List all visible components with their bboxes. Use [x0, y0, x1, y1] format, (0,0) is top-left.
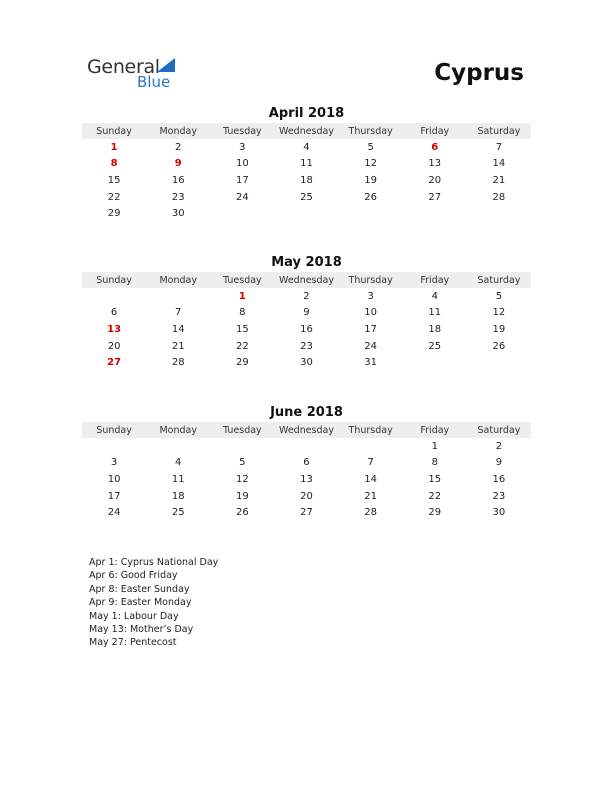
- day-cell: 25: [300, 191, 313, 203]
- month-calendar-may: [82, 255, 531, 371]
- day-cell: 18: [428, 323, 442, 335]
- logo-word-blue: Blue: [137, 73, 171, 91]
- day-cell: 27: [300, 507, 313, 519]
- day-cell: 11: [300, 158, 313, 170]
- weekday-header: Thursday: [339, 272, 403, 288]
- day-cell: 29: [107, 208, 121, 220]
- day-cell: 23: [171, 191, 185, 203]
- month-title: May 2018: [271, 255, 342, 270]
- empty-day-cell: [339, 438, 403, 455]
- day-cell: 23: [492, 490, 506, 502]
- day-cell: 17: [364, 323, 377, 335]
- day-cell: 3: [110, 457, 118, 469]
- day-cell: 10: [235, 158, 249, 170]
- weekday-header: Saturday: [467, 272, 531, 288]
- month-calendar-june: [82, 405, 531, 521]
- holiday-list-item: Apr 9: Easter Monday: [89, 597, 192, 609]
- country-title: Cyprus: [434, 60, 524, 86]
- empty-day-cell: [339, 205, 403, 222]
- day-cell: 21: [171, 340, 185, 352]
- day-cell: 26: [364, 191, 377, 203]
- day-cell: 22: [428, 490, 442, 502]
- day-cell: 12: [235, 473, 249, 485]
- weekday-header: Wednesday: [274, 422, 338, 438]
- day-cell: 18: [171, 490, 185, 502]
- day-cell: 30: [300, 357, 313, 369]
- day-cell: 21: [364, 490, 377, 502]
- day-cell: 5: [239, 457, 246, 469]
- day-cell: 16: [492, 473, 506, 485]
- month-title: April 2018: [268, 106, 345, 121]
- empty-day-cell: [403, 205, 467, 222]
- day-cell: 29: [235, 357, 249, 369]
- holiday-day-cell: 1: [238, 290, 246, 302]
- day-cell: 2: [175, 141, 182, 153]
- day-cell: 20: [107, 340, 121, 352]
- holiday-list-item: May 27: Pentecost: [89, 637, 177, 649]
- weekday-header: Thursday: [339, 422, 403, 438]
- day-cell: 21: [492, 174, 506, 186]
- day-cell: 27: [428, 191, 442, 203]
- week-row: [82, 156, 531, 173]
- logo-triangle-icon: [157, 58, 175, 72]
- day-cell: 30: [171, 208, 185, 220]
- day-cell: 11: [428, 307, 442, 319]
- weekday-header: Thursday: [339, 123, 403, 139]
- week-row: [82, 471, 531, 488]
- day-cell: 28: [364, 507, 377, 519]
- empty-day-cell: [274, 205, 338, 222]
- week-row: [82, 438, 531, 455]
- week-row: [82, 338, 531, 355]
- day-cell: 8: [431, 457, 438, 469]
- weekday-header: Sunday: [82, 422, 146, 438]
- day-cell: 10: [107, 473, 121, 485]
- day-cell: 14: [171, 323, 185, 335]
- week-row: [82, 354, 531, 371]
- day-cell: 24: [364, 340, 377, 352]
- holiday-day-cell: 1: [110, 141, 118, 153]
- month-calendar-april: [82, 106, 531, 222]
- day-cell: 26: [235, 507, 249, 519]
- day-cell: 17: [235, 174, 249, 186]
- holiday-day-cell: 13: [107, 323, 122, 335]
- day-cell: 15: [107, 174, 121, 186]
- day-cell: 14: [492, 158, 506, 170]
- logo-word-general: General: [87, 56, 160, 78]
- holiday-list-item: Apr 8: Easter Sunday: [89, 583, 190, 595]
- day-cell: 6: [110, 307, 118, 319]
- empty-day-cell: [467, 205, 531, 222]
- day-cell: 20: [300, 490, 313, 502]
- weekday-header: Saturday: [467, 422, 531, 438]
- week-row: [82, 305, 531, 322]
- day-cell: 5: [367, 141, 374, 153]
- day-cell: 25: [428, 340, 442, 352]
- month-grid: [82, 123, 531, 222]
- week-row: [82, 189, 531, 206]
- empty-day-cell: [146, 438, 210, 455]
- weekday-header: Tuesday: [210, 422, 274, 438]
- day-cell: 13: [300, 473, 313, 485]
- day-cell: 30: [492, 507, 506, 519]
- holiday-list: [89, 556, 218, 650]
- day-cell: 19: [364, 174, 377, 186]
- day-cell: 17: [107, 490, 121, 502]
- day-cell: 11: [171, 473, 185, 485]
- weekday-header: Monday: [146, 272, 210, 288]
- month-grid: [82, 272, 531, 371]
- day-cell: 16: [171, 174, 185, 186]
- day-cell: 8: [239, 307, 246, 319]
- month-title: June 2018: [270, 405, 343, 420]
- weekday-header: Monday: [146, 123, 210, 139]
- day-cell: 18: [300, 174, 313, 186]
- day-cell: 24: [235, 191, 249, 203]
- week-row: [82, 172, 531, 189]
- weekday-header: Friday: [403, 272, 467, 288]
- empty-day-cell: [403, 354, 467, 371]
- day-cell: 1: [431, 440, 438, 452]
- generalblue-logo: [87, 56, 187, 92]
- day-cell: 13: [428, 158, 442, 170]
- day-cell: 4: [303, 141, 310, 153]
- weekday-header: Sunday: [82, 123, 146, 139]
- day-cell: 31: [364, 357, 377, 369]
- week-row: [82, 504, 531, 521]
- day-cell: 16: [300, 323, 313, 335]
- week-row: [82, 139, 531, 156]
- holiday-list-item: Apr 1: Cyprus National Day: [89, 557, 219, 568]
- holiday-day-cell: 9: [174, 158, 182, 170]
- empty-day-cell: [82, 438, 146, 455]
- day-cell: 15: [428, 473, 442, 485]
- day-cell: 7: [175, 307, 182, 319]
- holiday-list-item: May 1: Labour Day: [89, 610, 179, 622]
- weekday-header: Friday: [403, 422, 467, 438]
- empty-day-cell: [210, 205, 274, 222]
- day-cell: 19: [235, 490, 249, 502]
- day-cell: 9: [303, 307, 310, 319]
- day-cell: 19: [492, 323, 506, 335]
- day-cell: 22: [107, 191, 121, 203]
- weekday-header: Tuesday: [210, 272, 274, 288]
- empty-day-cell: [146, 288, 210, 305]
- empty-day-cell: [467, 354, 531, 371]
- day-cell: 26: [492, 340, 506, 352]
- day-cell: 6: [303, 457, 310, 469]
- day-cell: 15: [235, 323, 249, 335]
- day-cell: 12: [364, 158, 377, 170]
- day-cell: 24: [107, 507, 121, 519]
- day-cell: 3: [367, 290, 374, 302]
- weekday-header: Wednesday: [274, 272, 338, 288]
- empty-day-cell: [82, 288, 146, 305]
- day-cell: 28: [171, 357, 185, 369]
- day-cell: 23: [300, 340, 313, 352]
- day-cell: 12: [492, 307, 506, 319]
- empty-day-cell: [274, 438, 338, 455]
- empty-day-cell: [210, 438, 274, 455]
- day-cell: 10: [364, 307, 377, 319]
- weekday-header: Saturday: [467, 123, 531, 139]
- week-row: [82, 321, 531, 338]
- holiday-day-cell: 8: [110, 158, 118, 170]
- day-cell: 20: [428, 174, 442, 186]
- holiday-day-cell: 27: [107, 357, 122, 369]
- week-row: [82, 455, 531, 472]
- day-cell: 3: [239, 141, 246, 153]
- weekday-header: Tuesday: [210, 123, 274, 139]
- day-cell: 4: [175, 457, 182, 469]
- day-cell: 5: [495, 290, 503, 302]
- weekday-header: Sunday: [82, 272, 146, 288]
- weekday-header: Wednesday: [274, 123, 338, 139]
- holiday-list-item: Apr 6: Good Friday: [89, 570, 178, 582]
- day-cell: 29: [428, 507, 442, 519]
- day-cell: 2: [495, 440, 503, 452]
- holiday-list-item: May 13: Mother’s Day: [89, 624, 194, 636]
- day-cell: 7: [367, 457, 374, 469]
- day-cell: 4: [431, 290, 438, 302]
- day-cell: 22: [235, 340, 249, 352]
- month-grid: [82, 422, 531, 521]
- week-row: [82, 288, 531, 305]
- day-cell: 2: [303, 290, 310, 302]
- day-cell: 9: [495, 457, 503, 469]
- week-row: [82, 488, 531, 505]
- day-cell: 25: [171, 507, 185, 519]
- day-cell: 7: [495, 141, 503, 153]
- week-row: [82, 205, 531, 222]
- day-cell: 28: [492, 191, 506, 203]
- weekday-header: Friday: [403, 123, 467, 139]
- day-cell: 14: [364, 473, 377, 485]
- holiday-day-cell: 6: [431, 141, 439, 153]
- weekday-header: Monday: [146, 422, 210, 438]
